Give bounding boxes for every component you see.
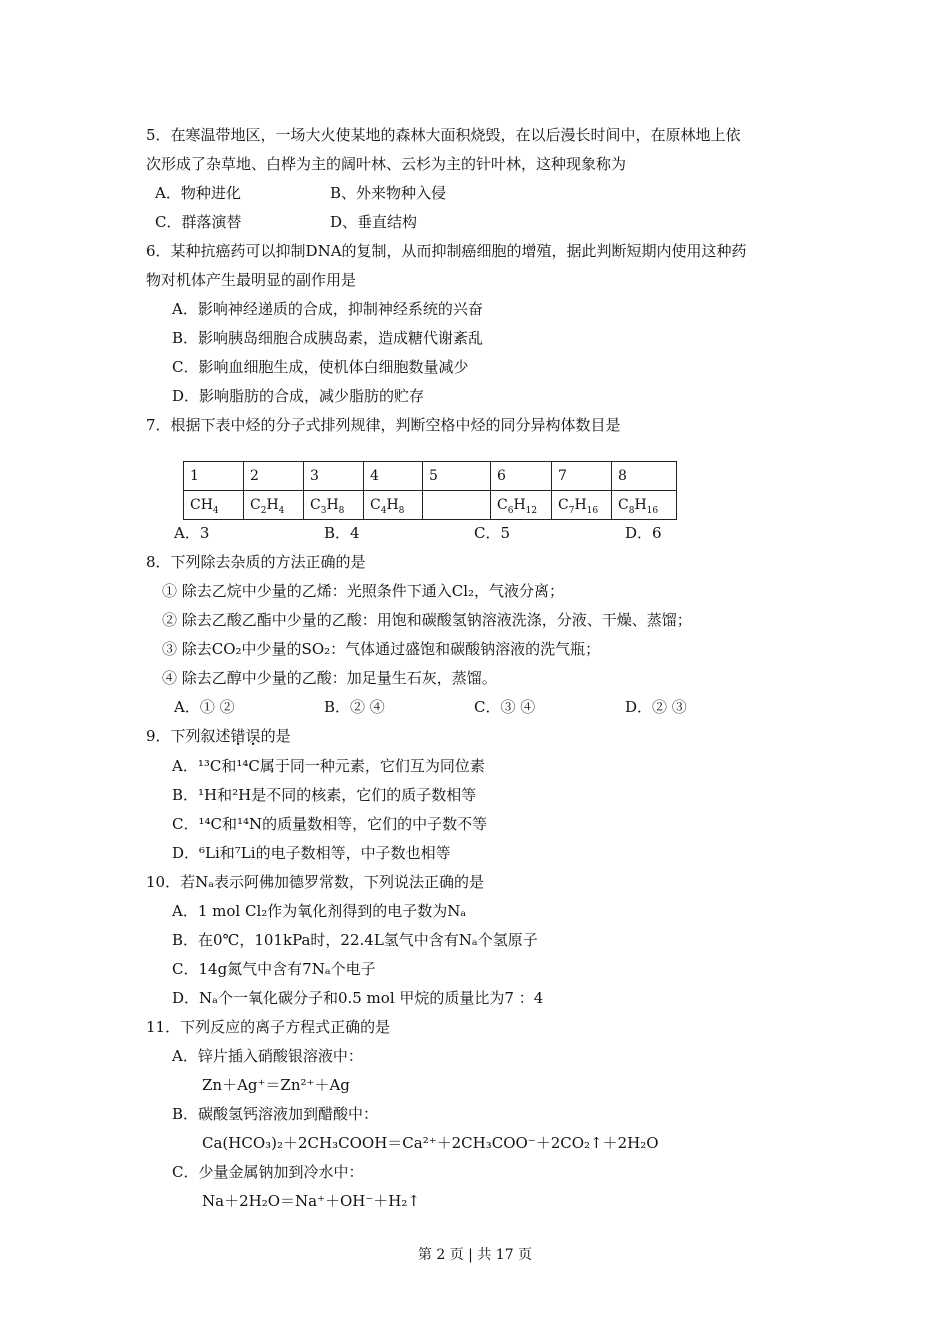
formula-cell: $C_2H_4$: [244, 491, 304, 520]
emphasis-dot-char: 误: [245, 727, 261, 745]
q8-item-1: ① 除去乙烷中少量的乙烯：光照条件下通入Cl₂，气液分离；: [162, 582, 565, 600]
table-cell: 5: [423, 462, 491, 491]
emphasis-dot-char: 错: [230, 727, 246, 745]
hydrocarbon-table: [183, 461, 677, 520]
q6-stem-line2: 物对机体产生最明显的副作用是: [146, 271, 357, 289]
q8-item-2: ② 除去乙酸乙酯中少量的乙酸：用饱和碳酸氢钠溶液洗涤，分液、干燥、蒸馏；: [162, 611, 692, 629]
q11-option-a-equation: Zn＋Ag⁺＝Zn²⁺＋Ag: [202, 1076, 350, 1094]
q10-option-c: C．14g氮气中含有7Nₐ个电子: [172, 960, 376, 978]
formula-cell: $CH_4$: [184, 491, 244, 520]
formula-cell: $C_3H_8$: [304, 491, 364, 520]
q5-stem-line2: 次形成了杂草地、白桦为主的阔叶林、云杉为主的针叶林，这种现象称为: [146, 155, 627, 173]
q5-stem-line1: 5．在寒温带地区，一场大火使某地的森林大面积烧毁，在以后漫长时间中，在原林地上依: [146, 126, 741, 144]
q11-option-c-equation: Na＋2H₂O＝Na⁺＋OH⁻＋H₂↑: [202, 1192, 420, 1210]
table-row-numbers: [184, 462, 677, 491]
q9-option-c: C．¹⁴C和¹⁴N的质量数相等，它们的中子数不等: [172, 815, 488, 833]
table-cell: 6: [491, 462, 552, 491]
q8-item-4: ④ 除去乙醇中少量的乙酸：加足量生石灰，蒸馏。: [162, 669, 497, 687]
q11-stem: 11．下列反应的离子方程式正确的是: [146, 1018, 391, 1036]
table-cell: 3: [304, 462, 364, 491]
q9-option-b: B．¹H和²H是不同的核素，它们的质子数相等: [172, 786, 477, 804]
q11-option-c: C．少量金属钠加到冷水中：: [172, 1163, 364, 1181]
q5-option-a: A．物种进化: [155, 184, 241, 202]
q10-stem: 10．若Nₐ表示阿佛加德罗常数，下列说法正确的是: [146, 873, 485, 891]
q6-option-c: C．影响血细胞生成，使机体白细胞数量减少: [172, 358, 469, 376]
q7-option-a: A．3: [174, 524, 210, 542]
q7-option-b: B．4: [324, 524, 360, 542]
q8-option-d: D．② ③: [625, 698, 687, 716]
table-cell: 7: [552, 462, 612, 491]
formula-cell: $C_7H_{16}$: [552, 491, 612, 520]
q6-option-b: B．影响胰岛细胞合成胰岛素，造成糖代谢紊乱: [172, 329, 484, 347]
q5-option-c: C．群落演替: [155, 213, 242, 231]
q5-option-d: D、垂直结构: [330, 213, 418, 231]
q11-option-b-equation: Ca(HCO₃)₂＋2CH₃COOH＝Ca²⁺＋2CH₃COO⁻＋2CO₂↑＋2H₂O: [202, 1134, 659, 1152]
table-cell: 2: [244, 462, 304, 491]
formula-cell: $C_4H_8$: [364, 491, 423, 520]
q7-option-d: D．6: [625, 524, 662, 542]
table-cell: 4: [364, 462, 423, 491]
q10-option-b: B．在0℃，101kPa时，22.4L氢气中含有Nₐ个氢原子: [172, 931, 538, 949]
formula-cell-blank: [423, 491, 491, 520]
q8-option-a: A．① ②: [174, 698, 235, 716]
q7-stem: 7．根据下表中烃的分子式排列规律，判断空格中烃的同分异构体数目是: [146, 416, 621, 434]
q11-option-b: B．碳酸氢钙溶液加到醋酸中：: [172, 1105, 379, 1123]
q5-option-b: B、外来物种入侵: [330, 184, 447, 202]
q7-option-c: C．5: [474, 524, 511, 542]
q11-option-a: A．锌片插入硝酸银溶液中：: [172, 1047, 363, 1065]
q6-option-a: A．影响神经递质的合成，抑制神经系统的兴奋: [172, 300, 483, 318]
q8-stem: 8．下列除去杂质的方法正确的是: [146, 553, 366, 571]
q6-stem-line1: 6．某种抗癌药可以抑制DNA的复制，从而抑制癌细胞的增殖，据此判断短期内使用这种药: [146, 242, 747, 260]
q10-option-d: D．Nₐ个一氧化碳分子和0.5 mol 甲烷的质量比为7 ：4: [172, 989, 544, 1007]
q9-option-a: A．¹³C和¹⁴C属于同一种元素，它们互为同位素: [172, 757, 485, 775]
formula-cell: $C_6H_{12}$: [491, 491, 552, 520]
q8-item-3: ③ 除去CO₂中少量的SO₂：气体通过盛饱和碳酸钠溶液的洗气瓶；: [162, 640, 601, 658]
q8-option-c: C．③ ④: [474, 698, 536, 716]
formula-cell: $C_8H_{16}$: [612, 491, 677, 520]
table-cell: 1: [184, 462, 244, 491]
page-footer: 第 2 页 | 共 17 页: [417, 1247, 533, 1263]
table-row-formulas: [184, 491, 677, 520]
table-cell: 8: [612, 462, 677, 491]
q10-option-a: A．1 mol Cl₂作为氧化剂得到的电子数为Nₐ: [172, 902, 467, 920]
q9-option-d: D．⁶Li和⁷Li的电子数相等，中子数也相等: [172, 844, 451, 862]
q8-option-b: B．② ④: [324, 698, 385, 716]
q9-stem: 9．下列叙述错误的是: [146, 727, 291, 745]
q6-option-d: D．影响脂肪的合成，减少脂肪的贮存: [172, 387, 425, 405]
